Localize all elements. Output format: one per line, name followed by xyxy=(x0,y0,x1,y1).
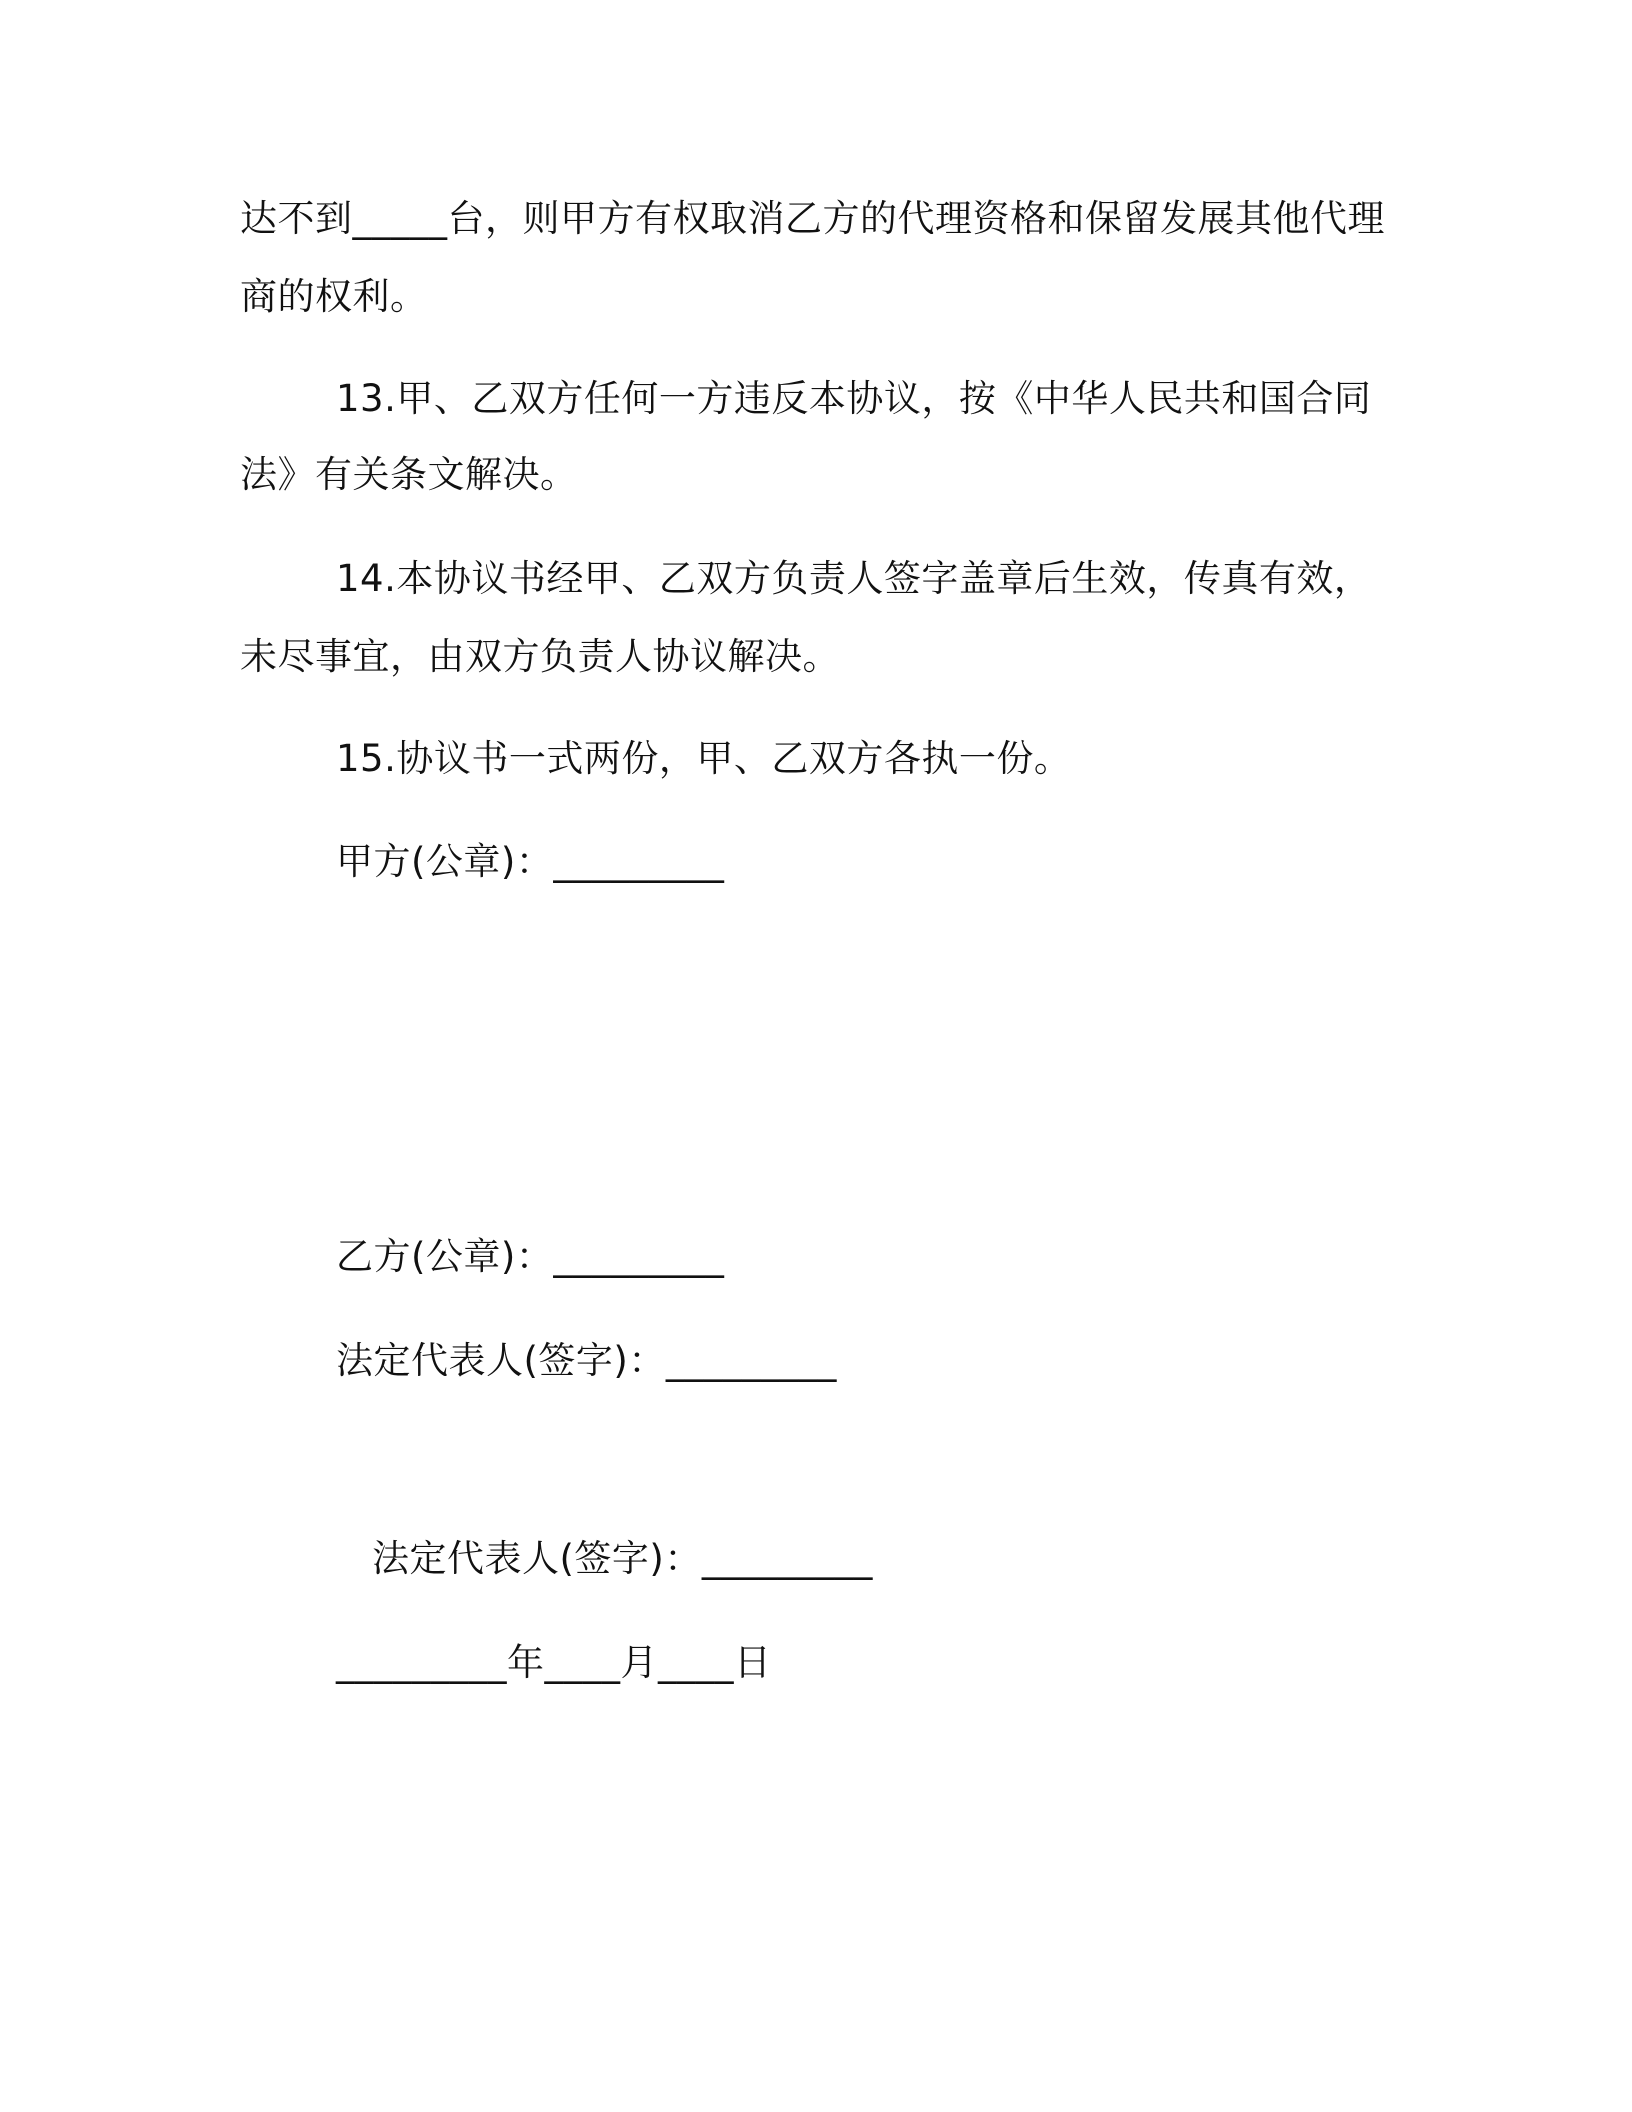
continuation-line-1: 达不到_____台，则甲方有权取消乙方的代理资格和保留发展其他代理 xyxy=(240,197,1385,240)
date-line: _________年____月____日 xyxy=(336,1641,772,1684)
party-a-seal-line: 甲方(公章)：_________ xyxy=(336,840,725,883)
party-b-seal-line: 乙方(公章)：_________ xyxy=(336,1235,725,1278)
legal-representative-signature-line-1: 法定代表人(签字)：_________ xyxy=(336,1339,837,1382)
clause-14-line-2: 未尽事宜，由双方负责人协议解决。 xyxy=(240,635,840,678)
clause-13-line-2: 法》有关条文解决。 xyxy=(240,453,578,496)
clause-14-line-1: 14.本协议书经甲、乙双方负责人签字盖章后生效，传真有效， xyxy=(336,557,1372,600)
legal-representative-signature-line-2: 法定代表人(签字)：_________ xyxy=(372,1537,873,1580)
clause-13-line-1: 13.甲、乙双方任何一方违反本协议，按《中华人民共和国合同 xyxy=(336,377,1372,420)
continuation-line-2: 商的权利。 xyxy=(240,275,428,318)
clause-15-line-1: 15.协议书一式两份，甲、乙双方各执一份。 xyxy=(336,737,1072,780)
